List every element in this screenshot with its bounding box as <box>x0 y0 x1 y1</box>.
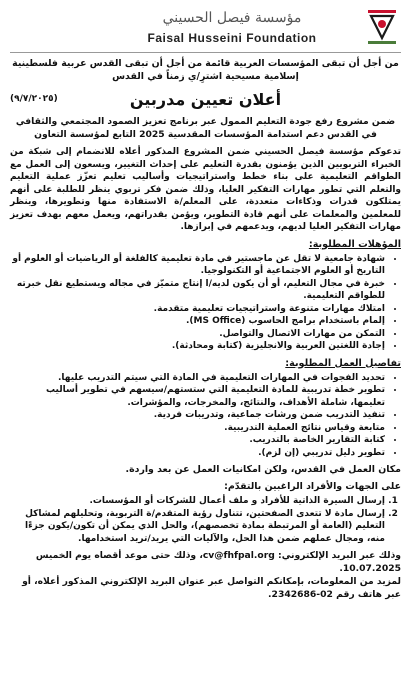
work-location-note: مكان العمل في القدس، ولكن امكانيات العمل عن بعد واردة. <box>125 464 401 475</box>
qualifications-list <box>10 253 401 353</box>
duties-list <box>10 372 401 460</box>
qualification-item: • شهادة جامعية لا تقل عن ماجستير في مادة تعليمية كالفلغة أو الرياضيات أو العلوم أو التاريخ أو العلوم الاجتماعية أو التكنولوجيا. <box>10 253 385 278</box>
qualification-item: • إلمام باستخدام برامج الحاسوب (MS Office). <box>10 315 385 328</box>
more-info-text: لمزيد من المعلومات، بإمكانكم التواصل عبر عنوان البريد الإلكتروني المذكور أعلاه، أو عبر هاتف رقم <box>22 576 401 600</box>
applicant-requirement: 2. إرسال مادة لا تتعدى الصفحتين، تتناول رؤية المتقدم/ة التربوية، وتحليلهم لمشاكل التعليم (العامة أو المرتبطة بمادة تخصصهم)، والحل الذي يمكن أن تكون/يكون جزءًا منه، ومجال عملهم ضمن هذا الحل، والآليات التي يريد/تريد استخدامها. <box>10 508 385 546</box>
email-prefix: وذلك عبر البريد الإلكتروني: <box>278 550 401 561</box>
phone-number[interactable]: 02-2342686. <box>268 589 333 600</box>
duty-item: • تطوير خطة تدريبية للمادة التعليمية التي ستستهم/سيسهم في تطوير أساليب تعليمها، شاملة الأهداف، والنتائج، والمخرجات، والمؤشرات. <box>10 384 385 409</box>
qualification-item: • امتلاك مهارات متنوعة واستراتيجيات تعليمية متقدمة. <box>10 303 385 316</box>
deadline: يوم الخميس 10.07.2025. <box>35 550 401 574</box>
qualifications-heading: المؤهلات المطلوبة: <box>308 238 401 250</box>
duty-item: • تنفيذ التدريب ضمن ورشات جماعية، وتدريبات فردية. <box>10 409 385 422</box>
applicants-heading: على الجهات والأفراد الراغبين بالتقدّم: <box>224 481 401 492</box>
qualification-item: • إجادة اللغتين العربية والانجليزية (كتابة ومحادثة). <box>10 340 385 353</box>
foundation-logo-icon <box>365 8 399 46</box>
ad-title: أعلان تعيين مدربين <box>129 90 282 109</box>
duty-item: • تحديد الفجوات في المهارات التعليمية في المادة التي سيتم التدريب عليها. <box>10 372 385 385</box>
duties-heading: تفاصيل العمل المطلوبة: <box>285 357 401 369</box>
duty-item: • كتابة التقارير الخاصة بالتدريب. <box>10 434 385 447</box>
duty-item: • تطوير دليل تدريبي (إن لزم). <box>10 447 385 460</box>
org-name-arabic: مؤسسة فيصل الحسيني <box>162 10 302 26</box>
project-intro: ضمن مشروع رفع جودة التعليم الممول عبر برنامج تعزيز الصمود المجتمعي والثقافي في القدس دعم استدامة المؤسسات المقدسية 2025 التابع لمؤسسة التعاون <box>15 116 396 140</box>
contact-info <box>10 549 401 601</box>
qualification-item: • خبرة في مجال التعليم، أو أن يكون لديه/ا إنتاج متميّز في مجاله ويستطيع نقل خبرته للطواقم التعليمية. <box>10 278 385 303</box>
applicant-requirement: 1. إرسال السيرة الذاتية للأفراد و ملف أعمال للشركات أو المؤسسات. <box>10 495 385 508</box>
tagline: من أجل أن تبقى المؤسسات العربية قائمة من أجل أن تبقى القدس عربية فلسطينية إسلامية مسيحية اشترِ/ي زمناً في القدس <box>12 58 399 82</box>
title-row <box>10 89 401 111</box>
applicants-list <box>10 495 401 545</box>
duty-item: • متابعة وقياس نتائج العملية التدريبية. <box>10 422 385 435</box>
org-name-english: Faisal Husseini Foundation <box>147 31 317 45</box>
qualification-item: • التمكن من مهارات الاتصال والتواصل. <box>10 328 385 341</box>
email-link[interactable]: cv@fhfpal.org <box>202 550 275 561</box>
body-paragraph: تدعوكم مؤسسة فيصل الحسيني ضمن المشروع المذكور أعلاه للانضمام إلى شبكة من الخبراء التربويين الذين يؤمنون بقدرة التعليم على إحداث التغيير، ويسعون إلى العمل مع الطواقم التعليمية على بناء خطط واستراتيجيات وأساليب تعليم تعزّز عملية التعليم والتعلم التي تطور مهارات التفكير العليا، وذلك ضمن فكر تربوي ينظر للطلبة على أنهم يمتلكون قدرات وذكاءات متعددة، على المعلم/ة الاستفادة منها وتطويرها، وينظر للمعلمين والمعلمات على أنهم قادة التطوير، ويؤمن بقدراتهم، ويعمل معهم بهدف تعزيز مهارات التفكير العليا لديهم، ويدعمهم في إبرازها. <box>10 147 401 232</box>
email-suffix: ، وذلك حتى موعد أقصاه <box>94 550 203 561</box>
ad-reference: (٩/٧/٢٠٢٥) <box>10 94 58 104</box>
header <box>10 6 401 53</box>
